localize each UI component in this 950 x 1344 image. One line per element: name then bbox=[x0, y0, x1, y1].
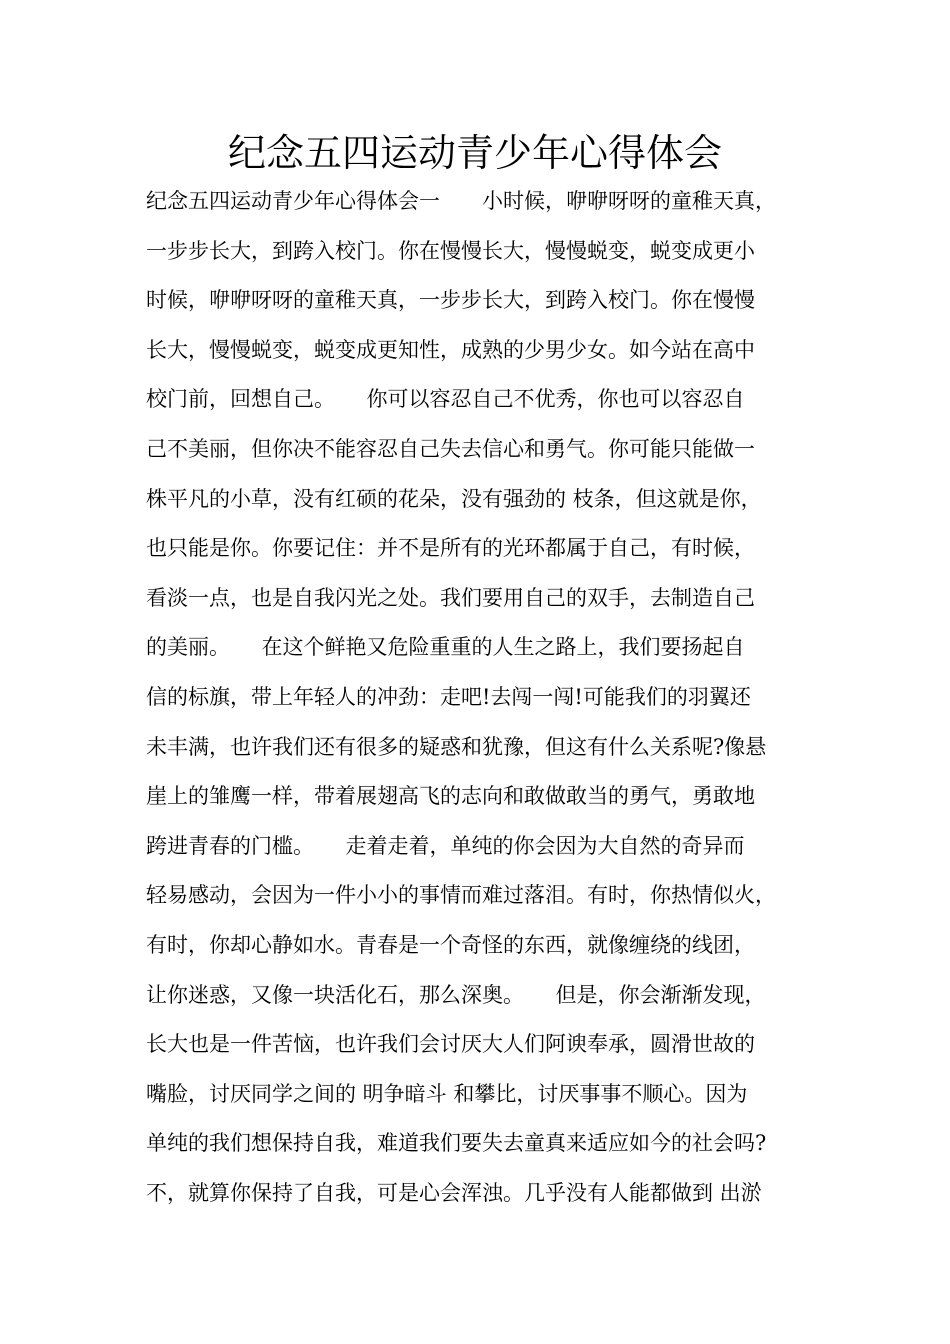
body-line: 株平凡的小草，没有红硕的花朵，没有强劲的 枝条，但这就是你， bbox=[146, 486, 762, 511]
body-line: 跨进青春的门槛。 走着走着，单纯的你会因为大自然的奇异而 bbox=[146, 833, 745, 858]
body-line: 也只能是你。你要记住：并不是所有的光环都属于自己，有时候， bbox=[146, 536, 755, 561]
body-line: 己不美丽，但你决不能容忍自己失去信心和勇气。你可能只能做一 bbox=[146, 436, 755, 461]
body-line: 轻易感动，会因为一件小小的事情而难过落泪。有时，你热情似火， bbox=[146, 883, 776, 908]
body-line: 让你迷惑，又像一块活化石，那么深奥。 但是，你会渐渐发现， bbox=[146, 982, 766, 1007]
body-line: 长大，慢慢蜕变，蜕变成更知性，成熟的少男少女。如今站在高中 bbox=[146, 337, 755, 362]
body-line: 有时，你却心静如水。青春是一个奇怪的东西，就像缠绕的线团， bbox=[146, 932, 755, 957]
body-line: 崖上的雏鹰一样，带着展翅高飞的志向和敢做敢当的勇气，勇敢地 bbox=[146, 784, 755, 809]
body-line: 信的标旗，带上年轻人的冲劲：走吧!去闯一闯!可能我们的羽翼还 bbox=[146, 684, 751, 709]
body-line: 校门前，回想自己。 你可以容忍自己不优秀，你也可以容忍自 bbox=[146, 387, 745, 412]
body-line: 嘴脸，讨厌同学之间的 明争暗斗 和攀比，讨厌事事不顺心。因为 bbox=[146, 1081, 748, 1106]
body-line: 长大也是一件苦恼，也许我们会讨厌大人们阿谀奉承，圆滑世故的 bbox=[146, 1032, 755, 1057]
body-line: 的美丽。 在这个鲜艳又危险重重的人生之路上，我们要扬起自 bbox=[146, 635, 745, 660]
body-line: 未丰满，也许我们还有很多的疑惑和犹豫，但这有什么关系呢?像悬 bbox=[146, 734, 767, 759]
body-line: 不，就算你保持了自我，可是心会浑浊。几乎没有人能都做到 出淤 bbox=[146, 1180, 762, 1205]
body-line: 单纯的我们想保持自我，难道我们要失去童真来适应如今的社会吗? bbox=[146, 1131, 767, 1156]
body-line: 纪念五四运动青少年心得体会一 小时候，咿咿呀呀的童稚天真， bbox=[146, 189, 776, 213]
body-line: 时候，咿咿呀呀的童稚天真，一步步长大，到跨入校门。你在慢慢 bbox=[146, 288, 755, 313]
body-line: 看淡一点，也是自我闪光之处。我们要用自己的双手，去制造自己 bbox=[146, 585, 755, 610]
document-title: 纪念五四运动青少年心得体会 bbox=[227, 131, 722, 175]
body-line: 一步步长大，到跨入校门。你在慢慢长大，慢慢蜕变，蜕变成更小 bbox=[146, 238, 755, 263]
document-body bbox=[146, 181, 826, 1222]
